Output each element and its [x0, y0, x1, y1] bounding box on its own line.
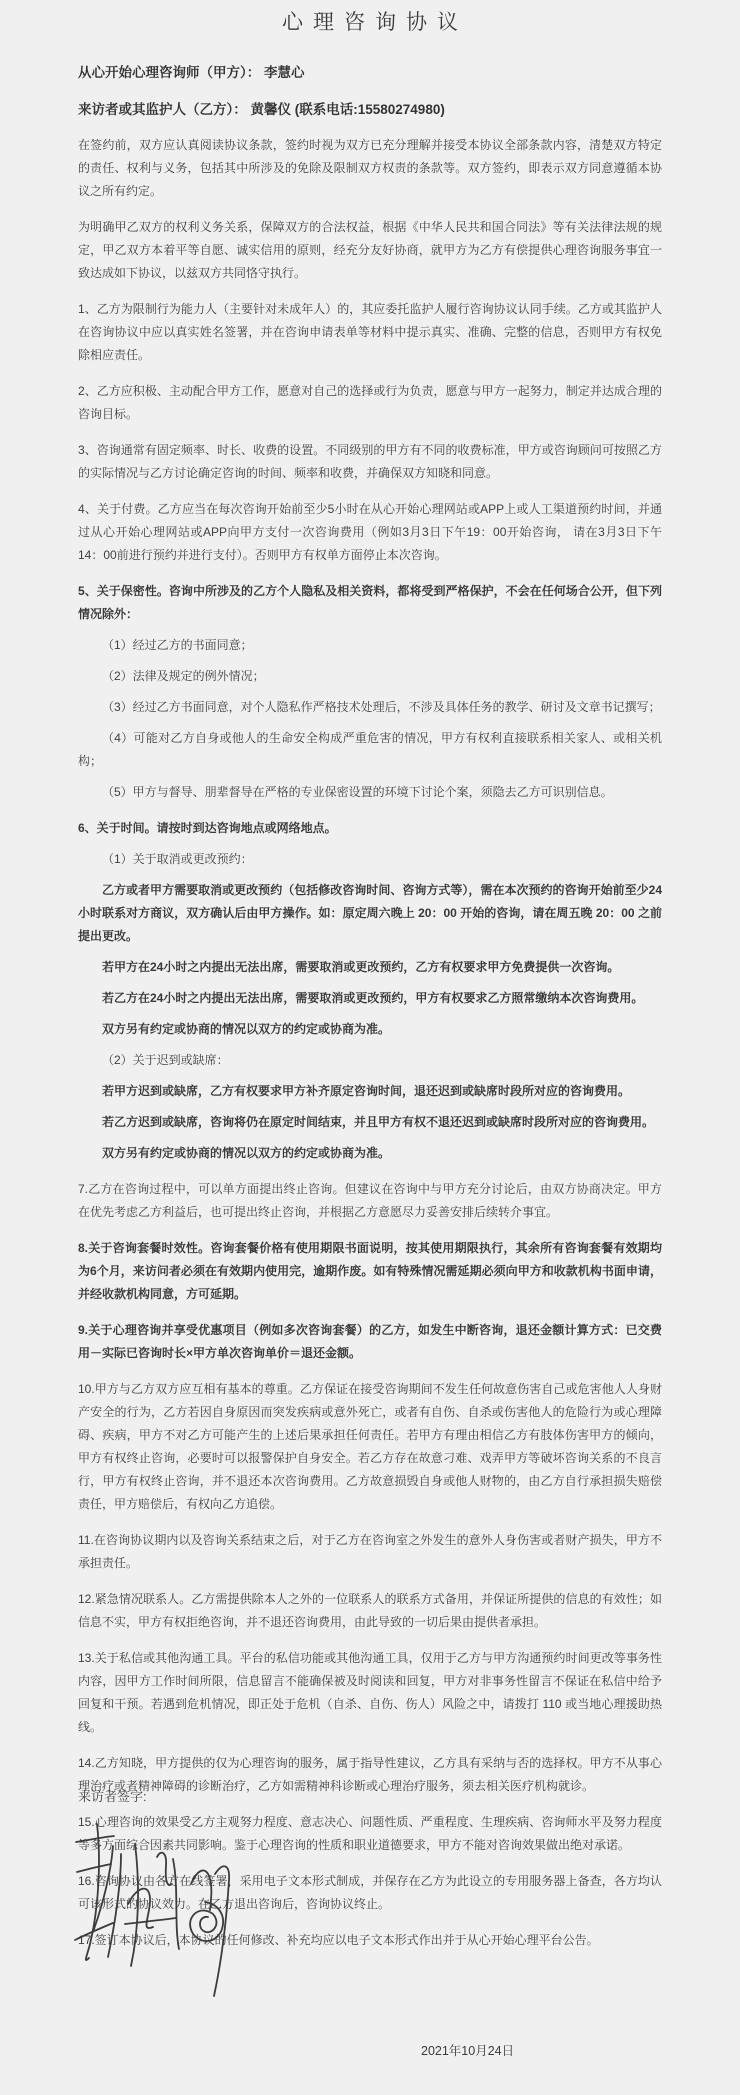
agreement-paragraph: （4）可能对乙方自身或他人的生命安全构成严重危害的情况，甲方有权利直接联系相关家人、或相关机构；: [78, 731, 662, 768]
agreement-paragraph: 15.心理咨询的效果受乙方主观努力程度、意志决心、问题性质、严重程度、生理疾病、咨询师水平及努力程度等多方面综合因素共同影响。鉴于心理咨询的性质和职业道德要求，甲方不能对咨询效果做出绝对承诺。: [78, 1815, 662, 1852]
agreement-paragraph: （5）甲方与督导、朋辈督导在严格的专业保密设置的环境下讨论个案，须隐去乙方可识别信息。: [102, 785, 613, 799]
agreement-paragraph: 6、关于时间。请按时到达咨询地点或网络地点。: [78, 821, 337, 835]
agreement-paragraph: 为明确甲乙双方的权利义务关系，保障双方的合法权益，根据《中华人民共和国合同法》等有关法律法规的规定，甲乙双方本着平等自愿、诚实信用的原则，经充分友好协商，就甲方为乙方有偿提供心理咨询服务事宜一致达成如下协议，以兹双方共同恪守执行。: [78, 220, 662, 280]
agreement-paragraph: 12.紧急情况联系人。乙方需提供除本人之外的一位联系人的联系方式备用，并保证所提供的信息的有效性；如信息不实，甲方有权拒绝咨询，并不退还咨询费用，由此导致的一切后果由提供者承担。: [78, 1592, 662, 1629]
agreement-paragraph: 乙方或者甲方需要取消或更改预约（包括修改咨询时间、咨询方式等），需在本次预约的咨询开始前至少24小时联系对方商议，双方确认后由甲方操作。如：原定周六晚上 20：00 开始的咨询，请在周五晚 20：00 之前提出更改。: [78, 883, 662, 943]
agreement-paragraph: 13.关于私信或其他沟通工具。平台的私信功能或其他沟通工具，仅用于乙方与甲方沟通预约时间更改等事务性内容，因甲方工作时间所限，信息留言不能确保被及时阅读和回复，甲方对非事务性留言不保证在私信中给予回复和干预。若遇到危机情况，即正处于危机（自杀、自伤、伤人）风险之中，请拨打 110 或当地心理援助热线。: [78, 1651, 662, 1734]
signature-label: 来访者签字:: [78, 1789, 147, 1804]
agreement-paragraph: 11.在咨询协议期内以及咨询关系结束之后，对于乙方在咨询室之外发生的意外人身伤害或者财产损失，甲方不承担责任。: [78, 1533, 662, 1570]
agreement-paragraph: 4、关于付费。乙方应当在每次咨询开始前至少5小时在从心开始心理网站或APP上或人工渠道预约时间，并通过从心开始心理网站或APP向甲方支付一次咨询费用（例如3月3日下午19：00开始咨询， 请在3月3日下午14：00前进行预约并进行支付）。否则甲方有权单方面停止本次咨询。: [78, 502, 662, 562]
agreement-paragraph: （2）关于迟到或缺席：: [102, 1053, 229, 1067]
agreement-paragraph: 在签约前，双方应认真阅读协议条款，签约时视为双方已充分理解并接受本协议全部条款内容，清楚双方特定的责任、权利与义务，包括其中所涉及的免除及限制双方权责的条款等。双方签约，即表示双方同意遵循本协议之所有约定。: [78, 138, 662, 198]
agreement-paragraph: （2）法律及规定的例外情况；: [102, 669, 265, 683]
agreement-paragraph: 8.关于咨询套餐时效性。咨询套餐价格有使用期限书面说明，按其使用期限执行，其余所有咨询套餐有效期均为6个月，来访问者必须在有效期内使用完，逾期作废。如有特殊情况需延期必须向甲方和收款机构书面申请，并经收款机构同意，方可延期。: [78, 1241, 662, 1301]
handwritten-signature: [73, 1812, 233, 2002]
agreement-paragraph: （1）经过乙方的书面同意；: [102, 638, 253, 652]
agreement-paragraph: 5、关于保密性。咨询中所涉及的乙方个人隐私及相关资料，都将受到严格保护，不会在任何场合公开，但下列情况除外：: [78, 584, 662, 621]
agreement-paragraph: 10.甲方与乙方双方应互相有基本的尊重。乙方保证在接受咨询期间不发生任何故意伤害自己或危害他人人身财产安全的行为，乙方若因自身原因而突发疾病或意外死亡，或者有自伤、自杀或伤害他人的危险行为或心理障碍、疾病，甲方不对乙方可能产生的上述后果承担任何责任。若甲方有理由相信乙方有肢体伤害甲方的倾向，甲方有权终止咨询，必要时可以报警保护自身安全。若乙方存在故意刁难、戏弄甲方等破坏咨询关系的不良言行，甲方有权终止咨询，并不退还本次咨询费用。乙方故意损毁自身或他人财物的，由乙方自行承担损失赔偿责任，甲方赔偿后，有权向乙方追偿。: [78, 1382, 662, 1511]
agreement-paragraph: 若甲方在24小时之内提出无法出席，需要取消或更改预约，乙方有权要求甲方免费提供一次咨询。: [102, 960, 620, 974]
agreement-paragraph: 7.乙方在咨询过程中，可以单方面提出终止咨询。但建议在咨询中与甲方充分讨论后，由双方协商决定。甲方在优先考虑乙方利益后，也可提出终止咨询，并根据乙方意愿尽力妥善安排后续转介事宜。: [78, 1182, 662, 1219]
agreement-paragraph: 3、咨询通常有固定频率、时长、收费的设置。不同级别的甲方有不同的收费标准，甲方或咨询顾问可按照乙方的实际情况与乙方讨论确定咨询的时间、频率和收费，并确保双方知晓和同意。: [78, 443, 662, 480]
agreement-paragraph: 若甲方迟到或缺席，乙方有权要求甲方补齐原定咨询时间，退还迟到或缺席时段所对应的咨询费用。: [102, 1084, 631, 1098]
agreement-paragraph: 14.乙方知晓，甲方提供的仅为心理咨询的服务，属于指导性建议，乙方具有采纳与否的选择权。甲方不从事心理治疗或者精神障碍的诊断治疗，乙方如需精神科诊断或心理治疗服务，须去相关医疗机构就诊。: [78, 1756, 662, 1793]
agreement-paragraph: 2、乙方应积极、主动配合甲方工作，愿意对自己的选择或行为负责，愿意与甲方一起努力，制定并达成合理的咨询目标。: [78, 384, 662, 421]
agreement-paragraph: 1、乙方为限制行为能力人（主要针对未成年人）的，其应委托监护人履行咨询协议认同手续。乙方或其监护人在咨询协议中应以真实姓名签署，并在咨询申请表单等材料中提示真实、准确、完整的信息，否则甲方有权免除相应责任。: [78, 302, 662, 362]
signing-date: 2021年10月24日: [421, 2044, 515, 2058]
agreement-paragraph: 双方另有约定或协商的情况以双方的约定或协商为准。: [102, 1146, 391, 1160]
agreement-paragraph: 9.关于心理咨询并享受优惠项目（例如多次咨询套餐）的乙方，如发生中断咨询，退还金额计算方式：已交费用－实际已咨询时长×甲方单次咨询单价＝退还金额。: [78, 1323, 662, 1360]
paragraphs: [78, 134, 662, 1952]
agreement-paragraph: （1）关于取消或更改预约：: [102, 852, 253, 866]
signature-scrawl-icon: [73, 1812, 233, 2002]
agreement-paragraph: 若乙方在24小时之内提出无法出席，需要取消或更改预约，甲方有权要求乙方照常缴纳本次咨询费用。: [102, 991, 644, 1005]
agreement-paragraph: 17.签订本协议后，本协议的任何修改、补充均应以电子文本形式作出并于从心开始心理平台公告。: [78, 1933, 599, 1947]
agreement-paragraph: 若乙方迟到或缺席，咨询将仍在原定时间结束，并且甲方有权不退还迟到或缺席时段所对应的咨询费用。: [102, 1115, 655, 1129]
page-title: 心理咨询协议: [282, 11, 468, 34]
agreement-paragraph: 16.咨询协议由各方在线签署，采用电子文本形式制成，并保存在乙方为此设立的专用服务器上备查，各方均认可该形式的协议效力。在乙方退出咨询后，咨询协议终止。: [78, 1874, 662, 1911]
agreement-body: [0, 61, 740, 1952]
party-b-line: 来访者或其监护人（乙方）： 黄馨仪 (联系电话:15580274980): [78, 102, 445, 117]
party-a-line: 从心开始心理咨询师（甲方）： 李慧心: [78, 65, 305, 80]
agreement-paragraph: 双方另有约定或协商的情况以双方的约定或协商为准。: [102, 1022, 391, 1036]
agreement-paragraph: （3）经过乙方书面同意，对个人隐私作严格技术处理后，不涉及具体任务的教学、研讨及文章书记撰写；: [102, 700, 661, 714]
